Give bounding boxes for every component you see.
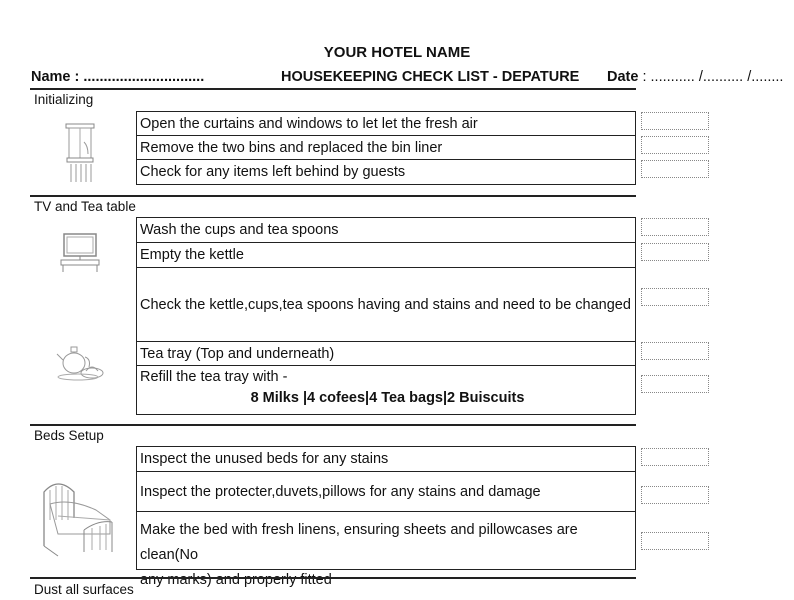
section-title-tv-tea: TV and Tea table [34,199,136,214]
section-title-beds: Beds Setup [34,428,104,443]
refill-label: Refill the tea tray with - [140,369,288,385]
check-box[interactable] [641,288,709,306]
check-box[interactable] [641,486,709,504]
checklist-item: Inspect the unused beds for any stains [136,446,636,472]
check-box[interactable] [641,136,709,154]
bed-icon [40,476,120,558]
check-box[interactable] [641,532,709,550]
check-box[interactable] [641,342,709,360]
check-box[interactable] [641,112,709,130]
checklist-item: Inspect the protecter,duvets,pillows for any stains and damage [136,471,636,512]
checklist-item: Check for any items left behind by guests [136,159,636,185]
checklist-item: Empty the kettle [136,242,636,268]
tea-set-icon [56,345,106,381]
window-curtain-icon [64,122,96,184]
checklist-item-refill [136,365,636,415]
checklist-item: Wash the cups and tea spoons [136,217,636,243]
refill-detail: 8 Milks |4 cofees|4 Tea bags|2 Buiscuits [250,390,525,406]
check-box[interactable] [641,160,709,178]
name-field-label: Name : .............................. [31,69,205,85]
checklist-item: Check the kettle,cups,tea spoons having and stains and need to be changed [136,267,636,342]
check-box[interactable] [641,448,709,466]
checklist-title: HOUSEKEEPING CHECK LIST - DEPATURE [281,69,580,85]
tv-icon [60,232,100,276]
make-bed-line-1: Make the bed with fresh linens, ensuring sheets and pillowcases are clean(No [140,522,578,563]
date-field-label: Date : ........... /.......... /........ [607,69,784,85]
make-bed-line-2: any marks) and properly fitted [140,572,332,588]
check-box[interactable] [641,243,709,261]
checklist-item: Tea tray (Top and underneath) [136,341,636,366]
section-title-initializing: Initializing [34,92,94,107]
section-title-dust: Dust all surfaces [34,582,134,597]
checklist-item: Open the curtains and windows to let let the fresh air [136,111,636,136]
checklist-item-make-bed [136,511,636,588]
check-box[interactable] [641,218,709,236]
hotel-name: YOUR HOTEL NAME [323,44,471,61]
check-box[interactable] [641,375,709,393]
checklist-item: Remove the two bins and replaced the bin liner [136,135,636,160]
